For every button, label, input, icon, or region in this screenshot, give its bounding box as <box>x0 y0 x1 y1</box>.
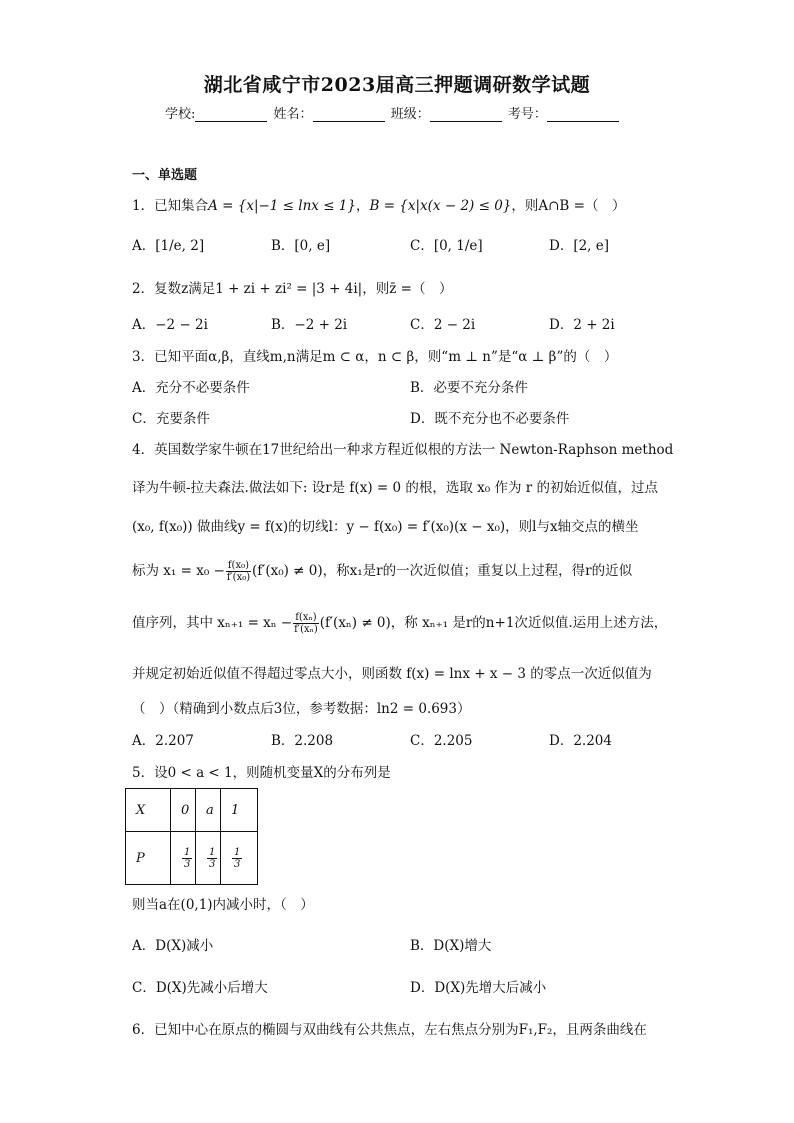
q4-option-d[interactable]: D．2.204 <box>549 733 612 749</box>
section-heading: 一、单选题 <box>132 168 198 183</box>
q4-line-5 <box>132 612 667 635</box>
q4-line-6: 并规定初始近似值不得超过零点大小，则函数 f(x) = lnx + x − 3 的零点一次近似值为 <box>132 666 652 682</box>
q1-set-b: B = {x|x(x − 2) ≤ 0} <box>369 198 512 214</box>
school-blank[interactable] <box>195 109 267 122</box>
q6-stem: 6．已知中心在原点的椭圆与双曲线有公共焦点，左右焦点分别为F₁,F₂，且两条曲线在 <box>132 1022 647 1038</box>
table-cell <box>171 832 196 885</box>
q4-line-4 <box>132 560 632 583</box>
q4-option-a[interactable]: A．2.207 <box>132 733 194 749</box>
q2-option-c[interactable]: C．2 − 2i <box>410 317 476 333</box>
q4-fraction-1-den: f′(x₀) <box>226 572 251 583</box>
class-blank[interactable] <box>430 109 502 122</box>
school-label: 学校: <box>165 107 196 122</box>
q3-option-b[interactable]: B．必要不充分条件 <box>410 380 528 396</box>
fraction-num: 1 <box>184 846 191 858</box>
table-cell: 1 <box>221 789 258 832</box>
name-blank[interactable] <box>313 109 385 122</box>
q1-stem <box>132 197 625 215</box>
q4-fraction-2-num: f(xₙ) <box>295 612 317 623</box>
fraction <box>207 847 217 870</box>
q3-option-c[interactable]: C．充要条件 <box>132 411 210 427</box>
fraction-den: 3 <box>184 858 191 870</box>
q1-option-d[interactable]: D．[2, e] <box>549 238 610 254</box>
class-label: 班级： <box>390 107 430 122</box>
q4-line-1: 4．英国数学家牛顿在17世纪给出一种求方程近似根的方法一 Newton-Raphson method <box>132 442 674 458</box>
q3-option-d[interactable]: D．既不充分也不必要条件 <box>410 411 570 427</box>
fraction-den: 3 <box>209 858 216 870</box>
q4-line-5-b: (f′(xₙ) ≠ 0)，称 xₙ₊₁ 是r的n+1次近似值.运用上述方法， <box>319 615 668 631</box>
q4-option-b[interactable]: B．2.208 <box>271 733 334 749</box>
q4-fraction-1-num: f(x₀) <box>227 560 249 571</box>
q5-option-d[interactable]: D．D(X)先增大后减小 <box>410 980 547 996</box>
q3-option-a[interactable]: A．充分不必要条件 <box>132 380 250 396</box>
q1-stem-b: ，则A∩B =（ ） <box>511 198 626 214</box>
q4-fraction-1 <box>226 560 251 583</box>
table-cell: a <box>196 789 221 832</box>
fraction-num: 1 <box>209 846 216 858</box>
q5-option-a[interactable]: A．D(X)减小 <box>132 938 214 954</box>
fraction <box>232 847 242 870</box>
exam-no-blank[interactable] <box>547 109 619 122</box>
q2-option-d[interactable]: D．2 + 2i <box>549 317 615 333</box>
student-info-row <box>165 103 621 122</box>
table-row <box>126 789 258 832</box>
q2-option-a[interactable]: A．−2 − 2i <box>132 317 208 333</box>
q4-line-5-a: 值序列，其中 xₙ₊₁ = xₙ − <box>132 615 293 631</box>
q4-line-3: (x₀, f(x₀)) 做曲线y = f(x)的切线l：y − f(x₀) = f′(x₀)(x − x₀)，则l与x轴交点的横坐 <box>132 519 639 535</box>
q1-option-c[interactable]: C．[0, 1/e] <box>410 238 483 254</box>
fraction-num: 1 <box>234 846 241 858</box>
q4-option-c[interactable]: C．2.205 <box>410 733 473 749</box>
q3-stem: 3．已知平面α,β，直线m,n满足m ⊂ α，n ⊂ β，则“m ⊥ n”是“α ⊥ β”的（ ） <box>132 349 618 365</box>
q4-line-4-b: (f′(x₀) ≠ 0)，称x₁是r的一次近似值；重复以上过程，得r的近似 <box>252 563 633 579</box>
name-label: 姓名： <box>273 107 313 122</box>
table-cell <box>196 832 221 885</box>
q1-option-b[interactable]: B．[0, e] <box>271 238 331 254</box>
table-cell <box>221 832 258 885</box>
q4-line-2: 译为牛顿-拉夫森法.做法如下: 设r是 f(x) = 0 的根，选取 x₀ 作为 r 的初始近似值，过点 <box>132 480 658 496</box>
q4-fraction-2-den: f′(xₙ) <box>294 624 318 635</box>
q1-set-a: A = {x|−1 ≤ lnx ≤ 1} <box>208 198 356 214</box>
q2-option-b[interactable]: B．−2 + 2i <box>271 317 348 333</box>
q5-option-c[interactable]: C．D(X)先减小后增大 <box>132 980 268 996</box>
table-cell: 0 <box>171 789 196 832</box>
q5-stem: 5．设0 < a < 1，则随机变量X的分布列是 <box>132 765 391 781</box>
q1-stem-a: 1．已知集合 <box>132 198 209 214</box>
table-row <box>126 832 258 885</box>
q4-fraction-2 <box>293 612 318 635</box>
q1-sep: ， <box>355 198 370 214</box>
q1-option-a[interactable]: A．[1/e, 2] <box>132 238 205 254</box>
fraction <box>182 847 192 870</box>
q2-stem: 2．复数z满足1 + zi + zi² = |3 + 4i|，则z̄ =（ ） <box>132 281 453 297</box>
page-title: 湖北省咸宁市2023届高三押题调研数学试题 <box>203 74 591 96</box>
fraction-den: 3 <box>234 858 241 870</box>
exam-no-label: 考号： <box>507 107 547 122</box>
table-cell: P <box>126 832 171 885</box>
q5-option-b[interactable]: B．D(X)增大 <box>410 938 492 954</box>
q5-stem-2: 则当a在(0,1)内减小时，（ ） <box>132 897 314 913</box>
q4-line-7: （ ）（精确到小数点后3位，参考数据：ln2 = 0.693） <box>132 701 471 717</box>
distribution-table <box>125 788 258 885</box>
q4-line-4-a: 标为 x₁ = x₀ − <box>132 563 225 579</box>
table-cell: X <box>126 789 171 832</box>
